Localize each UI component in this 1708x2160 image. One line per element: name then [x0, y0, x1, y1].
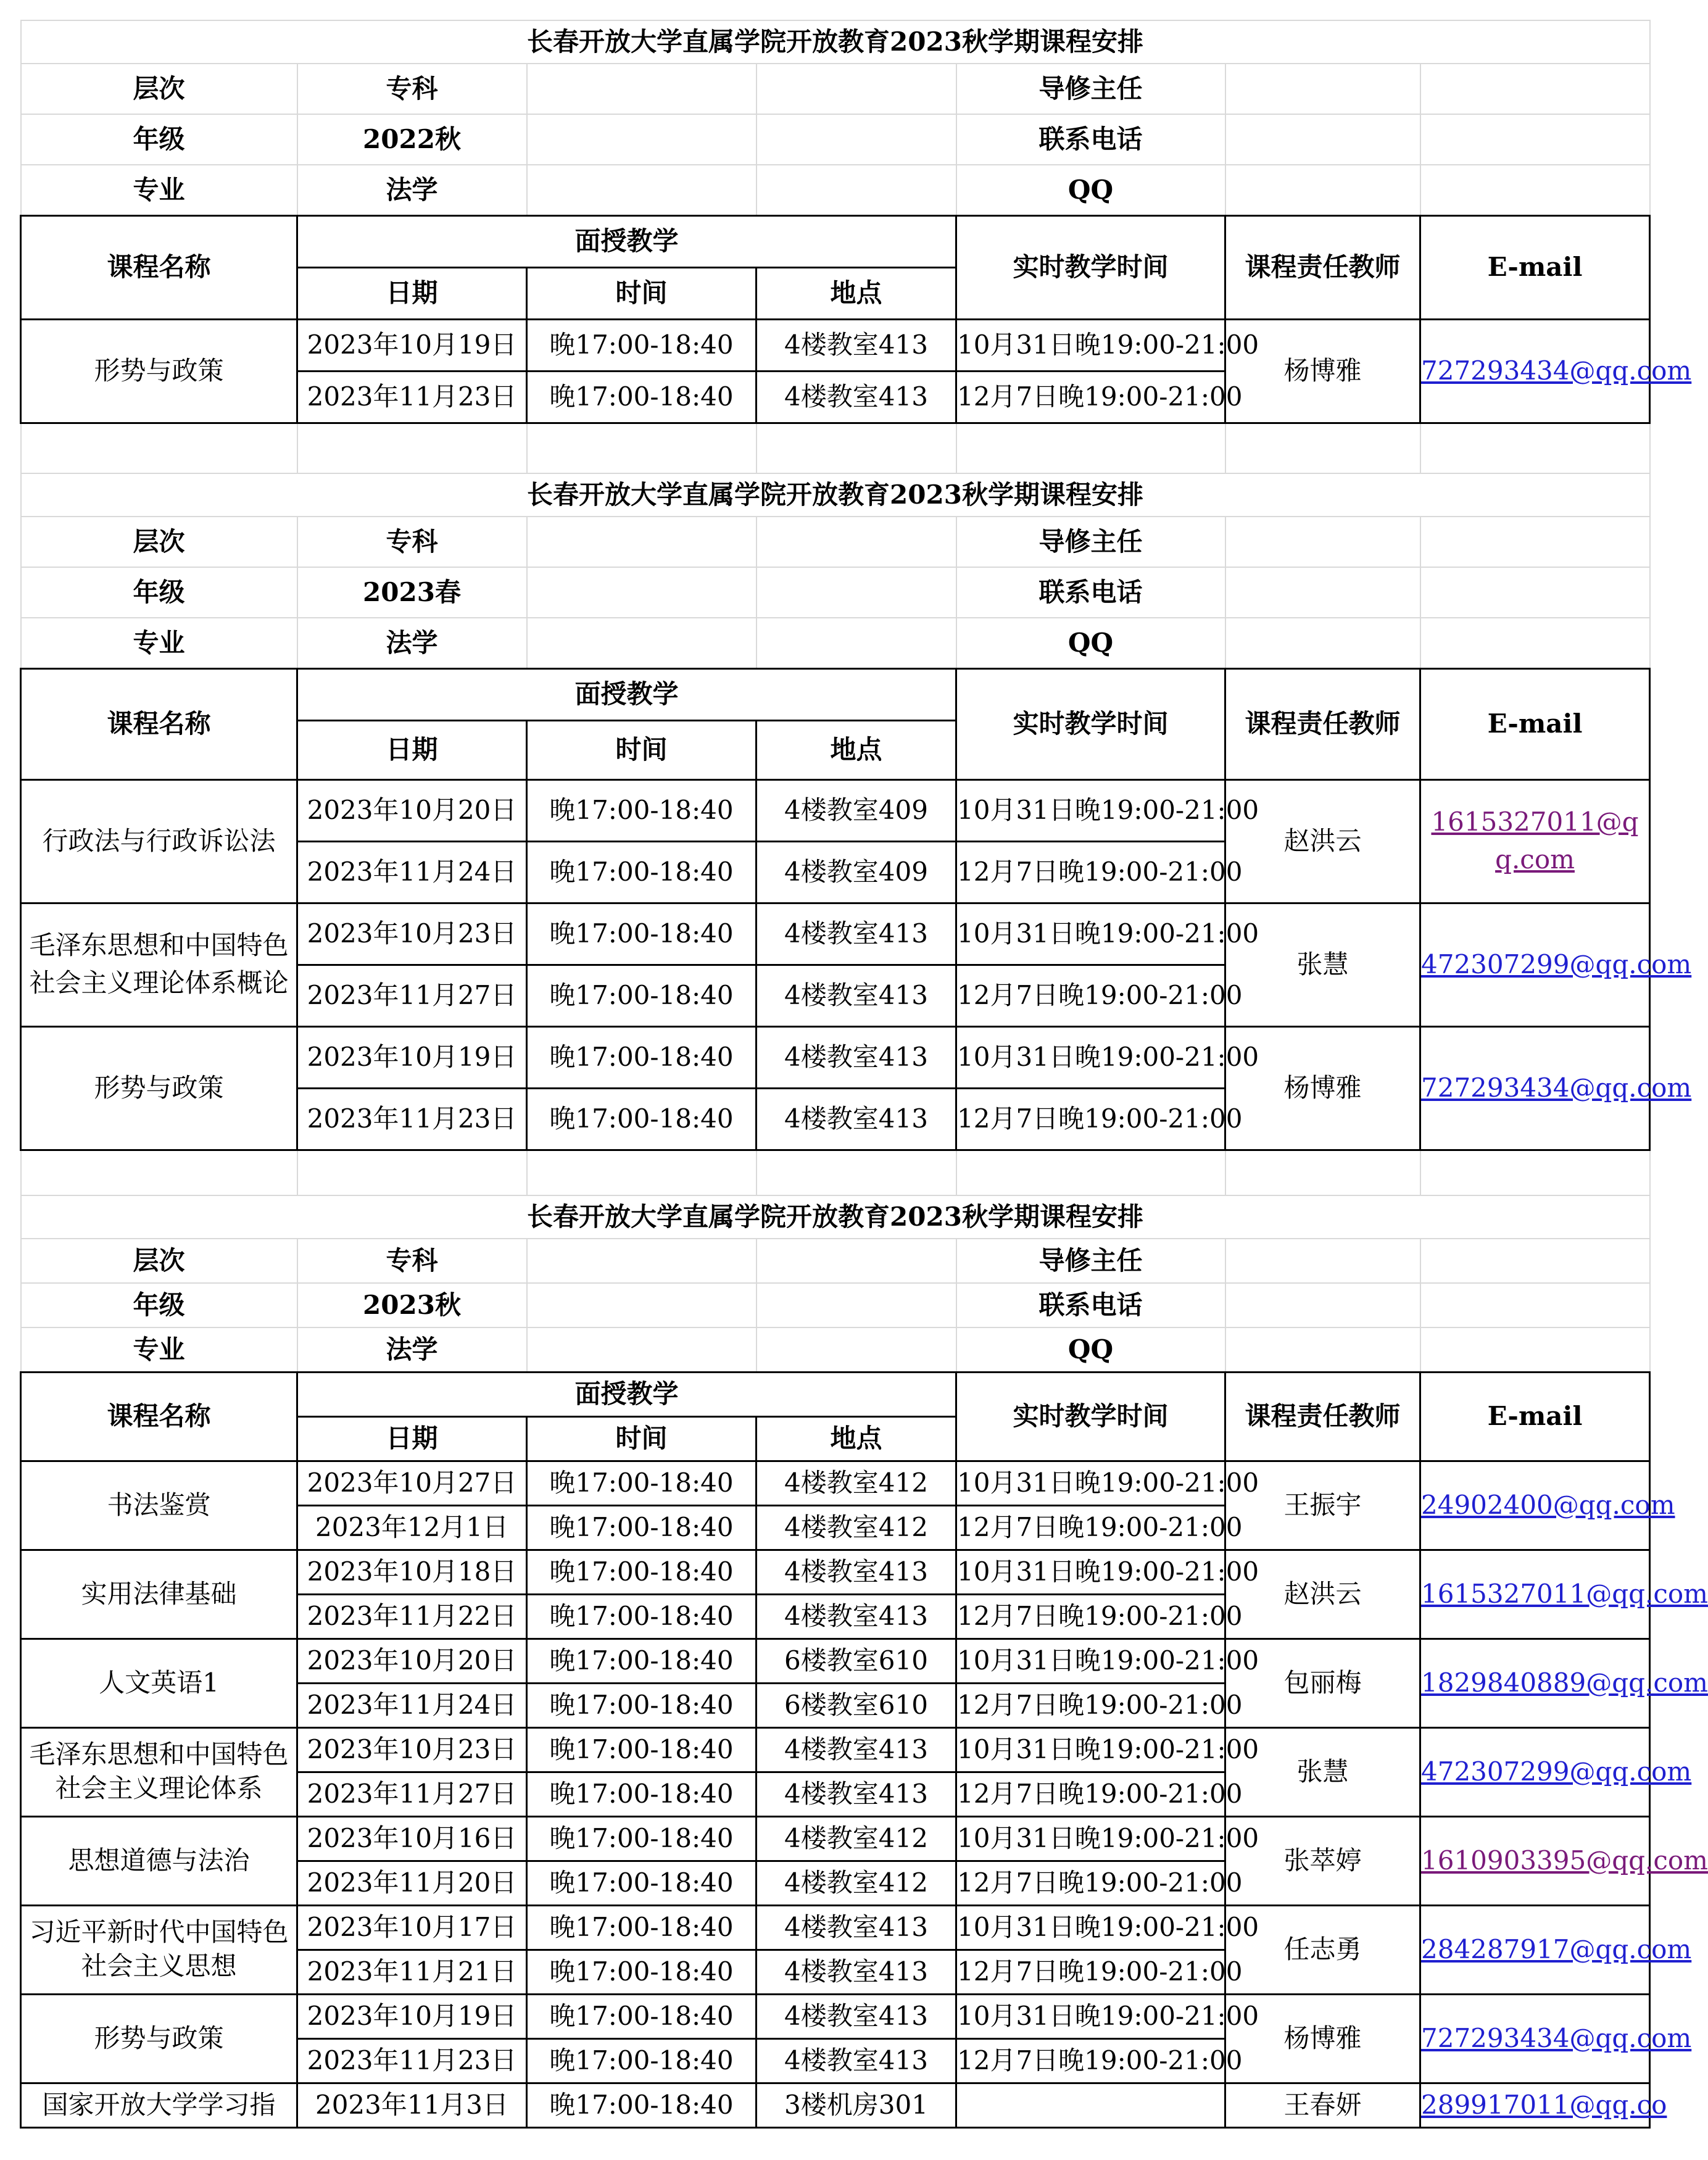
session-time: 晚17:00-18:40	[527, 371, 757, 423]
session-realtime: 10月31日晚19:00-21:00	[956, 1550, 1225, 1594]
course-teacher: 王振宇	[1225, 1461, 1420, 1550]
qq-label: QQ	[956, 1327, 1225, 1372]
phone-value	[1225, 567, 1420, 618]
session-date: 2023年11月27日	[297, 965, 527, 1026]
table-row	[21, 1816, 1650, 1861]
level-label: 层次	[21, 64, 297, 114]
session-time: 晚17:00-18:40	[527, 1772, 757, 1816]
course-name: 毛泽东思想和中国特色社会主义理论体系	[21, 1727, 297, 1816]
session-realtime: 10月31日晚19:00-21:00	[956, 1816, 1225, 1861]
course-teacher: 张慧	[1225, 1727, 1420, 1816]
session-date: 2023年10月23日	[297, 1727, 527, 1772]
email-header: E-mail	[1420, 668, 1650, 779]
course-name: 书法鉴赏	[21, 1461, 297, 1550]
phone-label: 联系电话	[956, 114, 1225, 165]
session-time: 晚17:00-18:40	[527, 1088, 757, 1150]
course-name-header: 课程名称	[21, 668, 297, 779]
email-link[interactable]: 1615327011@qq.com	[1421, 1578, 1708, 1609]
session-date: 2023年11月23日	[297, 1088, 527, 1150]
session-date: 2023年11月21日	[297, 1950, 527, 1994]
advisor-label: 导修主任	[956, 1239, 1225, 1283]
level-value: 专科	[297, 517, 527, 567]
realtime-header: 实时教学时间	[956, 215, 1225, 319]
qq-label: QQ	[956, 618, 1225, 668]
session-date: 2023年10月27日	[297, 1461, 527, 1505]
session-date: 2023年11月24日	[297, 1683, 527, 1727]
session-time: 晚17:00-18:40	[527, 1026, 757, 1088]
session-date: 2023年10月19日	[297, 319, 527, 371]
course-name: 毛泽东思想和中国特色社会主义理论体系概论	[21, 903, 297, 1026]
session-time: 晚17:00-18:40	[527, 1683, 757, 1727]
session-realtime: 12月7日晚19:00-21:00	[956, 1683, 1225, 1727]
course-name: 人文英语1	[21, 1639, 297, 1727]
course-teacher: 杨博雅	[1225, 319, 1420, 423]
course-name-header: 课程名称	[21, 215, 297, 319]
section-1-title: 长春开放大学直属学院开放教育2023秋学期课程安排	[21, 20, 1650, 64]
session-time: 晚17:00-18:40	[527, 1861, 757, 1905]
realtime-header: 实时教学时间	[956, 668, 1225, 779]
teacher-header: 课程责任教师	[1225, 215, 1420, 319]
session-date: 2023年10月16日	[297, 1816, 527, 1861]
face-teaching-header: 面授教学	[297, 668, 956, 720]
level-label: 层次	[21, 517, 297, 567]
table-row	[21, 319, 1650, 371]
email-link[interactable]: 472307299@qq.com	[1421, 949, 1692, 979]
session-place: 4楼教室413	[757, 1026, 956, 1088]
table-row	[21, 903, 1650, 965]
course-name: 形势与政策	[21, 1994, 297, 2083]
time-header: 时间	[527, 1416, 757, 1461]
session-realtime: 12月7日晚19:00-21:00	[956, 965, 1225, 1026]
email-link[interactable]: 472307299@qq.com	[1421, 1756, 1692, 1787]
advisor-label: 导修主任	[956, 517, 1225, 567]
session-realtime: 10月31日晚19:00-21:00	[956, 1905, 1225, 1950]
session-time: 晚17:00-18:40	[527, 319, 757, 371]
course-teacher: 张慧	[1225, 903, 1420, 1026]
session-realtime: 12月7日晚19:00-21:00	[956, 1861, 1225, 1905]
session-place: 4楼教室413	[757, 1550, 956, 1594]
session-realtime: 10月31日晚19:00-21:00	[956, 1461, 1225, 1505]
session-time: 晚17:00-18:40	[527, 2083, 757, 2127]
session-realtime	[956, 2083, 1225, 2127]
session-date: 2023年12月1日	[297, 1505, 527, 1550]
grade-label: 年级	[21, 114, 297, 165]
session-time: 晚17:00-18:40	[527, 1461, 757, 1505]
session-realtime: 12月7日晚19:00-21:00	[956, 841, 1225, 903]
session-place: 4楼教室409	[757, 841, 956, 903]
session-place: 4楼教室413	[757, 1772, 956, 1816]
qq-value	[1225, 618, 1420, 668]
session-place: 4楼教室409	[757, 779, 956, 841]
schedule-sheet	[20, 20, 1708, 2129]
table-row	[21, 1905, 1650, 1950]
face-teaching-header: 面授教学	[297, 215, 956, 267]
session-place: 4楼教室413	[757, 965, 956, 1026]
session-time: 晚17:00-18:40	[527, 779, 757, 841]
session-realtime: 10月31日晚19:00-21:00	[956, 1727, 1225, 1772]
session-date: 2023年10月17日	[297, 1905, 527, 1950]
course-teacher: 任志勇	[1225, 1905, 1420, 1994]
course-teacher: 张萃婷	[1225, 1816, 1420, 1905]
course-name: 实用法律基础	[21, 1550, 297, 1639]
email-link[interactable]: 284287917@qq.com	[1421, 1934, 1692, 1964]
session-place: 4楼教室413	[757, 1088, 956, 1150]
course-name: 思想道德与法治	[21, 1816, 297, 1905]
session-date: 2023年10月19日	[297, 1026, 527, 1088]
course-teacher: 杨博雅	[1225, 1026, 1420, 1150]
session-time: 晚17:00-18:40	[527, 1505, 757, 1550]
table-row	[21, 2083, 1650, 2127]
teacher-header: 课程责任教师	[1225, 1372, 1420, 1461]
session-date: 2023年10月19日	[297, 1994, 527, 2038]
session-date: 2023年10月23日	[297, 903, 527, 965]
email-header: E-mail	[1420, 215, 1650, 319]
email-header: E-mail	[1420, 1372, 1650, 1461]
email-link[interactable]: 1610903395@qq.com	[1421, 1845, 1708, 1875]
session-place: 4楼教室413	[757, 1994, 956, 2038]
session-place: 4楼教室413	[757, 319, 956, 371]
qq-value	[1225, 1327, 1420, 1372]
time-header: 时间	[527, 720, 757, 779]
session-place: 3楼机房301	[757, 2083, 956, 2127]
course-name: 行政法与行政诉讼法	[21, 779, 297, 903]
level-value: 专科	[297, 64, 527, 114]
place-header: 地点	[757, 720, 956, 779]
session-place: 4楼教室413	[757, 903, 956, 965]
session-place: 4楼教室413	[757, 2038, 956, 2083]
session-realtime: 10月31日晚19:00-21:00	[956, 319, 1225, 371]
session-date: 2023年11月20日	[297, 1861, 527, 1905]
session-realtime: 10月31日晚19:00-21:00	[956, 1639, 1225, 1683]
face-teaching-header: 面授教学	[297, 1372, 956, 1416]
table-row	[21, 1550, 1650, 1594]
major-value: 法学	[297, 1327, 527, 1372]
course-teacher: 王春妍	[1225, 2083, 1420, 2127]
session-realtime: 12月7日晚19:00-21:00	[956, 2038, 1225, 2083]
course-teacher: 包丽梅	[1225, 1639, 1420, 1727]
time-header: 时间	[527, 267, 757, 319]
realtime-header: 实时教学时间	[956, 1372, 1225, 1461]
session-place: 4楼教室413	[757, 1905, 956, 1950]
email-link[interactable]: 727293434@qq.com	[1421, 355, 1692, 386]
phone-value	[1225, 114, 1420, 165]
table-row	[21, 1994, 1650, 2038]
grade-value: 2022秋	[297, 114, 527, 165]
email-link[interactable]: 727293434@qq.com	[1421, 2022, 1692, 2053]
advisor-value	[1225, 1239, 1420, 1283]
email-link[interactable]: 24902400@qq.com	[1421, 1489, 1675, 1520]
session-place: 4楼教室412	[757, 1816, 956, 1861]
session-time: 晚17:00-18:40	[527, 841, 757, 903]
grade-value: 2023春	[297, 567, 527, 618]
level-value: 专科	[297, 1239, 527, 1283]
grade-label: 年级	[21, 567, 297, 618]
session-realtime: 10月31日晚19:00-21:00	[956, 779, 1225, 841]
session-place: 4楼教室412	[757, 1461, 956, 1505]
session-realtime: 12月7日晚19:00-21:00	[956, 371, 1225, 423]
session-place: 4楼教室413	[757, 371, 956, 423]
qq-label: QQ	[956, 165, 1225, 215]
course-teacher: 赵洪云	[1225, 1550, 1420, 1639]
session-place: 4楼教室413	[757, 1594, 956, 1639]
session-place: 4楼教室412	[757, 1861, 956, 1905]
date-header: 日期	[297, 720, 527, 779]
section-2-title: 长春开放大学直属学院开放教育2023秋学期课程安排	[21, 473, 1650, 517]
session-realtime: 12月7日晚19:00-21:00	[956, 1950, 1225, 1994]
session-realtime: 10月31日晚19:00-21:00	[956, 1994, 1225, 2038]
place-header: 地点	[757, 267, 956, 319]
table-row	[21, 1461, 1650, 1505]
session-time: 晚17:00-18:40	[527, 1950, 757, 1994]
advisor-value	[1225, 517, 1420, 567]
phone-label: 联系电话	[956, 1283, 1225, 1327]
teacher-header: 课程责任教师	[1225, 668, 1420, 779]
table-row	[21, 1639, 1650, 1683]
session-realtime: 12月7日晚19:00-21:00	[956, 1088, 1225, 1150]
date-header: 日期	[297, 267, 527, 319]
session-place: 6楼教室610	[757, 1639, 956, 1683]
date-header: 日期	[297, 1416, 527, 1461]
course-teacher: 赵洪云	[1225, 779, 1420, 903]
grade-label: 年级	[21, 1283, 297, 1327]
session-date: 2023年10月20日	[297, 1639, 527, 1683]
major-label: 专业	[21, 165, 297, 215]
session-time: 晚17:00-18:40	[527, 1816, 757, 1861]
level-label: 层次	[21, 1239, 297, 1283]
session-realtime: 12月7日晚19:00-21:00	[956, 1772, 1225, 1816]
place-header: 地点	[757, 1416, 956, 1461]
session-date: 2023年11月22日	[297, 1594, 527, 1639]
qq-value	[1225, 165, 1420, 215]
session-time: 晚17:00-18:40	[527, 1727, 757, 1772]
major-label: 专业	[21, 618, 297, 668]
table-row	[21, 1026, 1650, 1088]
session-date: 2023年10月18日	[297, 1550, 527, 1594]
session-realtime: 10月31日晚19:00-21:00	[956, 1026, 1225, 1088]
email-link[interactable]: 1615327011@qq.com	[1431, 807, 1639, 874]
session-realtime: 12月7日晚19:00-21:00	[956, 1505, 1225, 1550]
major-value: 法学	[297, 618, 527, 668]
table-row	[21, 1727, 1650, 1772]
advisor-label: 导修主任	[956, 64, 1225, 114]
session-time: 晚17:00-18:40	[527, 1550, 757, 1594]
session-realtime: 12月7日晚19:00-21:00	[956, 1594, 1225, 1639]
email-link[interactable]: 1829840889@qq.com	[1421, 1667, 1708, 1698]
session-date: 2023年11月24日	[297, 841, 527, 903]
session-date: 2023年11月23日	[297, 371, 527, 423]
phone-label: 联系电话	[956, 567, 1225, 618]
session-time: 晚17:00-18:40	[527, 1639, 757, 1683]
session-place: 4楼教室413	[757, 1950, 956, 1994]
major-value: 法学	[297, 165, 527, 215]
session-time: 晚17:00-18:40	[527, 1994, 757, 2038]
session-place: 4楼教室413	[757, 1727, 956, 1772]
session-place: 6楼教室610	[757, 1683, 956, 1727]
session-date: 2023年11月23日	[297, 2038, 527, 2083]
course-name: 国家开放大学学习指	[21, 2083, 297, 2127]
grade-value: 2023秋	[297, 1283, 527, 1327]
session-date: 2023年11月3日	[297, 2083, 527, 2127]
course-name: 形势与政策	[21, 1026, 297, 1150]
major-label: 专业	[21, 1327, 297, 1372]
advisor-value	[1225, 64, 1420, 114]
course-name-header: 课程名称	[21, 1372, 297, 1461]
course-teacher: 杨博雅	[1225, 1994, 1420, 2083]
course-name: 习近平新时代中国特色社会主义思想	[21, 1905, 297, 1994]
session-time: 晚17:00-18:40	[527, 1594, 757, 1639]
session-time: 晚17:00-18:40	[527, 903, 757, 965]
session-date: 2023年11月27日	[297, 1772, 527, 1816]
session-place: 4楼教室412	[757, 1505, 956, 1550]
phone-value	[1225, 1283, 1420, 1327]
email-link[interactable]: 727293434@qq.com	[1421, 1072, 1692, 1103]
session-time: 晚17:00-18:40	[527, 965, 757, 1026]
session-realtime: 10月31日晚19:00-21:00	[956, 903, 1225, 965]
section-3-title: 长春开放大学直属学院开放教育2023秋学期课程安排	[21, 1195, 1650, 1239]
session-time: 晚17:00-18:40	[527, 1905, 757, 1950]
course-name: 形势与政策	[21, 319, 297, 423]
table-row	[21, 779, 1650, 841]
session-time: 晚17:00-18:40	[527, 2038, 757, 2083]
schedule-page	[20, 20, 1708, 2129]
email-link[interactable]: 289917011@qq.co	[1421, 2089, 1667, 2120]
session-date: 2023年10月20日	[297, 779, 527, 841]
